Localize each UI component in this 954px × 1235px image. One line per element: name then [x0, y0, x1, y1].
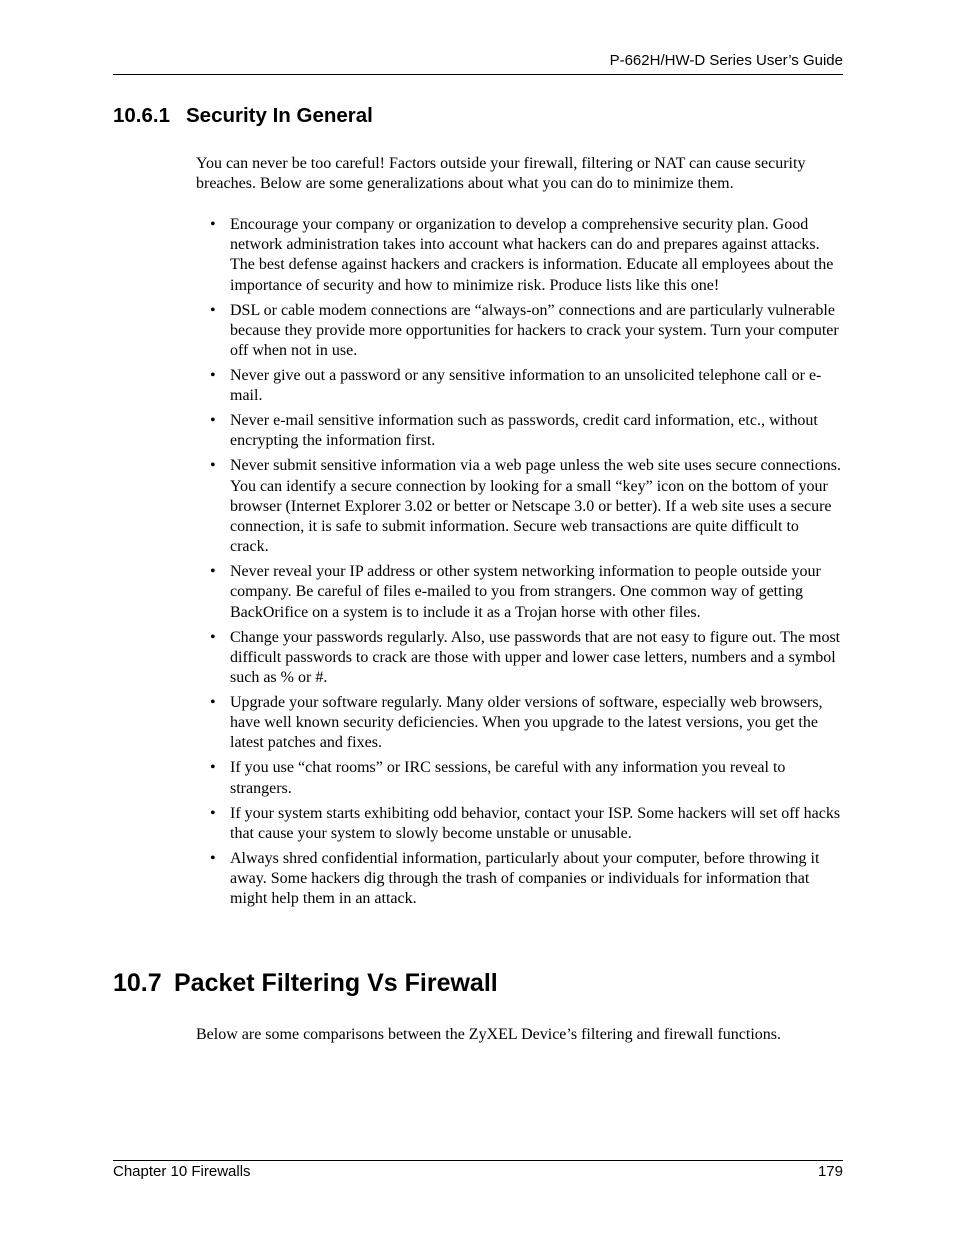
- bullet-icon: •: [210, 694, 216, 712]
- guide-title: P-662H/HW-D Series User’s Guide: [609, 52, 843, 69]
- section-title: Security In General: [186, 104, 373, 127]
- bullet-icon: •: [210, 849, 216, 867]
- list-item-text: If you use “chat rooms” or IRC sessions, be careful with any information you reveal to strangers.: [230, 759, 786, 797]
- page-number: 179: [817, 1163, 843, 1180]
- list-item-text: Always shred confidential information, particularly about your computer, before throwing it away. Some hackers dig through the trash of companies or individuals for information that might help them in an attack.: [230, 849, 820, 908]
- security-tips-list: [196, 215, 841, 914]
- list-item-text: Change your passwords regularly. Also, use passwords that are not easy to figure out. The most difficult passwords to crack are those with upper and lower case letters, numbers and a symbol such as % or #.: [230, 628, 841, 687]
- list-item: [196, 562, 841, 623]
- list-item-text: Encourage your company or organization to develop a comprehensive security plan. Good network administration takes into account what hackers can do and prepares against attacks. The best defense against hackers and crackers is information. Educate all employees about the importance of security and how to minimize risk. Produce lists like this one!: [230, 216, 834, 294]
- bullet-icon: •: [210, 563, 216, 581]
- list-item: [196, 456, 841, 557]
- list-item: [196, 693, 841, 754]
- list-item-text: If your system starts exhibiting odd behavior, contact your ISP. Some hackers will set off hacks that cause your system to slowly become unstable or unusable.: [230, 804, 841, 842]
- list-item: [196, 301, 841, 362]
- bullet-icon: •: [210, 804, 216, 822]
- bullet-icon: •: [210, 216, 216, 233]
- section-number: 10.6.1: [113, 104, 170, 127]
- list-item-text: Never submit sensitive information via a web page unless the web site uses secure connections. You can identify a secure connection by looking for a small “key” icon on the bottom of your browser (Internet Explorer 3.02 or better or Netscape 3.0 or better). If a web site uses a secure connection, it is safe to submit information. Secure web transactions are quite difficult to crack.: [230, 457, 841, 556]
- list-item-text: Never e-mail sensitive information such as passwords, credit card information, etc., without encrypting the information first.: [230, 412, 818, 450]
- section-title: Packet Filtering Vs Firewall: [174, 969, 498, 997]
- section-heading-10-7: [113, 969, 498, 998]
- intro-paragraph: You can never be too careful! Factors outside your firewall, filtering or NAT can cause security breaches. Below are some generalizations about what you can do to minimize them.: [196, 155, 806, 193]
- list-item: [196, 804, 841, 844]
- chapter-label: Chapter 10 Firewalls: [113, 1163, 251, 1180]
- list-item: [196, 215, 841, 296]
- list-item-text: DSL or cable modem connections are “always-on” connections and are particularly vulnerable because they provide more opportunities for hackers to crack your system. Turn your computer off when not in use.: [230, 301, 839, 360]
- comparison-paragraph: Below are some comparisons between the ZyXEL Device’s filtering and firewall functions.: [196, 1026, 781, 1043]
- bullet-icon: •: [210, 457, 216, 475]
- bullet-icon: •: [210, 412, 216, 430]
- list-item: [196, 758, 841, 798]
- section-heading-10-6-1: [113, 104, 373, 128]
- list-item: [196, 849, 841, 910]
- list-item: [196, 628, 841, 689]
- bullet-icon: •: [210, 367, 216, 385]
- list-item: [196, 366, 841, 406]
- bullet-icon: •: [210, 628, 216, 646]
- list-item-text: Never reveal your IP address or other system networking information to people outside your company. Be careful of files e-mailed to you from strangers. One common way of getting BackOrifice on a system is to include it as a Trojan horse with other files.: [230, 563, 821, 621]
- list-item-text: Never give out a password or any sensitive information to an unsolicited telephone call or e-mail.: [230, 367, 822, 405]
- section-number: 10.7: [113, 969, 162, 997]
- list-item: [196, 411, 841, 451]
- page-footer: [113, 1160, 843, 1182]
- page-header: [113, 50, 843, 75]
- bullet-icon: •: [210, 301, 216, 319]
- list-item-text: Upgrade your software regularly. Many older versions of software, especially web browsers, have well known security deficiencies. When you upgrade to the latest versions, you get the latest patches and fixes.: [230, 694, 823, 752]
- bullet-icon: •: [210, 759, 216, 777]
